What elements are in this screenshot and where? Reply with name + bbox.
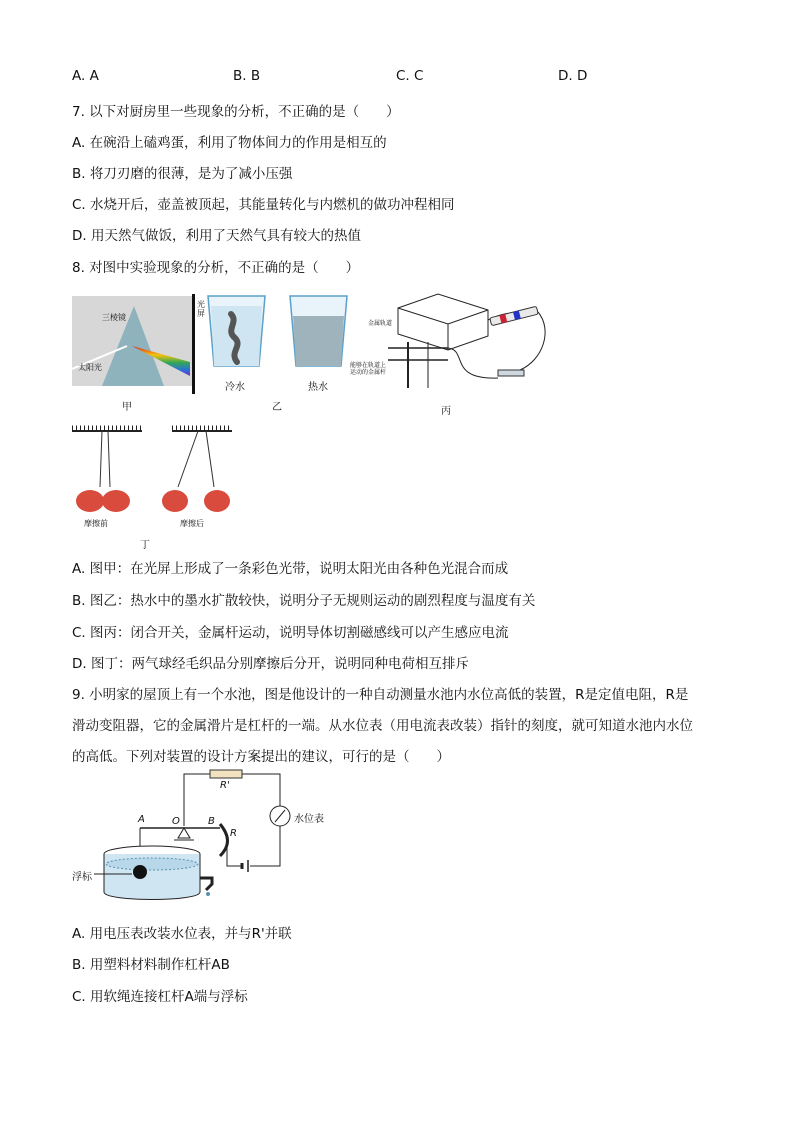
q7-option-a: A. 在碗沿上磕鸡蛋，利用了物体间力的作用是相互的 [72,135,387,151]
q9-stem-line-3: 的高低。下列对装置的设计方案提出的建议，可行的是（ ） [72,749,450,765]
q7-option-c: C. 水烧开后，壶盖被顶起，其能量转化与内燃机的做功冲程相同 [72,197,455,213]
caption-jia: 甲 [122,402,132,413]
label-metal-rod: 能够在轨道上运动的金属杆 [350,362,387,376]
q8-option-a: A. 图甲：在光屏上形成了一条彩色光带，说明太阳光由各种色光混合而成 [72,561,509,577]
label-prism: 三棱镜 [102,313,126,322]
figure-bing-rails [348,290,548,402]
figure-ding-balloons [72,425,247,535]
q6-option-b: B. B [233,68,261,84]
label-sunlight: 太阳光 [78,363,102,372]
label-metal-rail: 金属轨道 [368,320,393,327]
q9-option-b: B. 用塑料材料制作杠杆AB [72,957,230,973]
label-b: B [208,816,215,827]
label-screen: 光屏 [197,300,205,318]
caption-yi: 乙 [272,402,282,413]
q6-option-a: A. A [72,68,99,84]
q8-option-b: B. 图乙：热水中的墨水扩散较快，说明分子无规则运动的剧烈程度与温度有关 [72,593,536,609]
q9-stem-line-1: 9. 小明家的屋顶上有一个水池，图是他设计的一种自动测量水池内水位高低的装置，R是定值电阻，R是 [72,687,689,703]
label-r: R [230,828,237,839]
figure-yi-beakers [205,294,360,394]
label-hot-water: 热水 [308,382,328,393]
q6-option-d: D. D [558,68,588,84]
label-after-friction: 摩擦后 [180,519,204,528]
label-o: O [172,816,180,827]
figure-jia-prism [72,294,210,394]
q8-stem: 8. 对图中实验现象的分析，不正确的是（ ） [72,260,360,276]
q8-option-d: D. 图丁：两气球经毛织品分别摩擦后分开，说明同种电荷相互排斥 [72,656,469,672]
q8-option-c: C. 图丙：闭合开关，金属杆运动，说明导体切割磁感线可以产生感应电流 [72,625,509,641]
label-water-gauge: 水位表 [294,814,324,825]
caption-ding: 丁 [140,540,150,551]
q6-option-c: C. C [396,68,424,84]
q7-option-d: D. 用天然气做饭，利用了天然气具有较大的热值 [72,228,361,244]
label-a: A [138,814,145,825]
q9-option-c: C. 用软绳连接杠杆A端与浮标 [72,989,248,1005]
q9-stem-line-2: 滑动变阻器，它的金属滑片是杠杆的一端。从水位表（用电流表改装）指针的刻度，就可知道水池内水位 [72,718,693,734]
q7-stem: 7. 以下对厨房里一些现象的分析，不正确的是（ ） [72,104,400,120]
label-r-prime: R' [220,780,230,791]
q7-option-b: B. 将刀刃磨的很薄，是为了减小压强 [72,166,293,182]
q9-option-a: A. 用电压表改装水位表，并与R'并联 [72,926,292,942]
label-cold-water: 冷水 [225,382,245,393]
figure-water-level-device [72,768,342,910]
caption-bing: 丙 [441,406,451,417]
label-float: 浮标 [72,872,92,883]
label-before-friction: 摩擦前 [84,519,108,528]
